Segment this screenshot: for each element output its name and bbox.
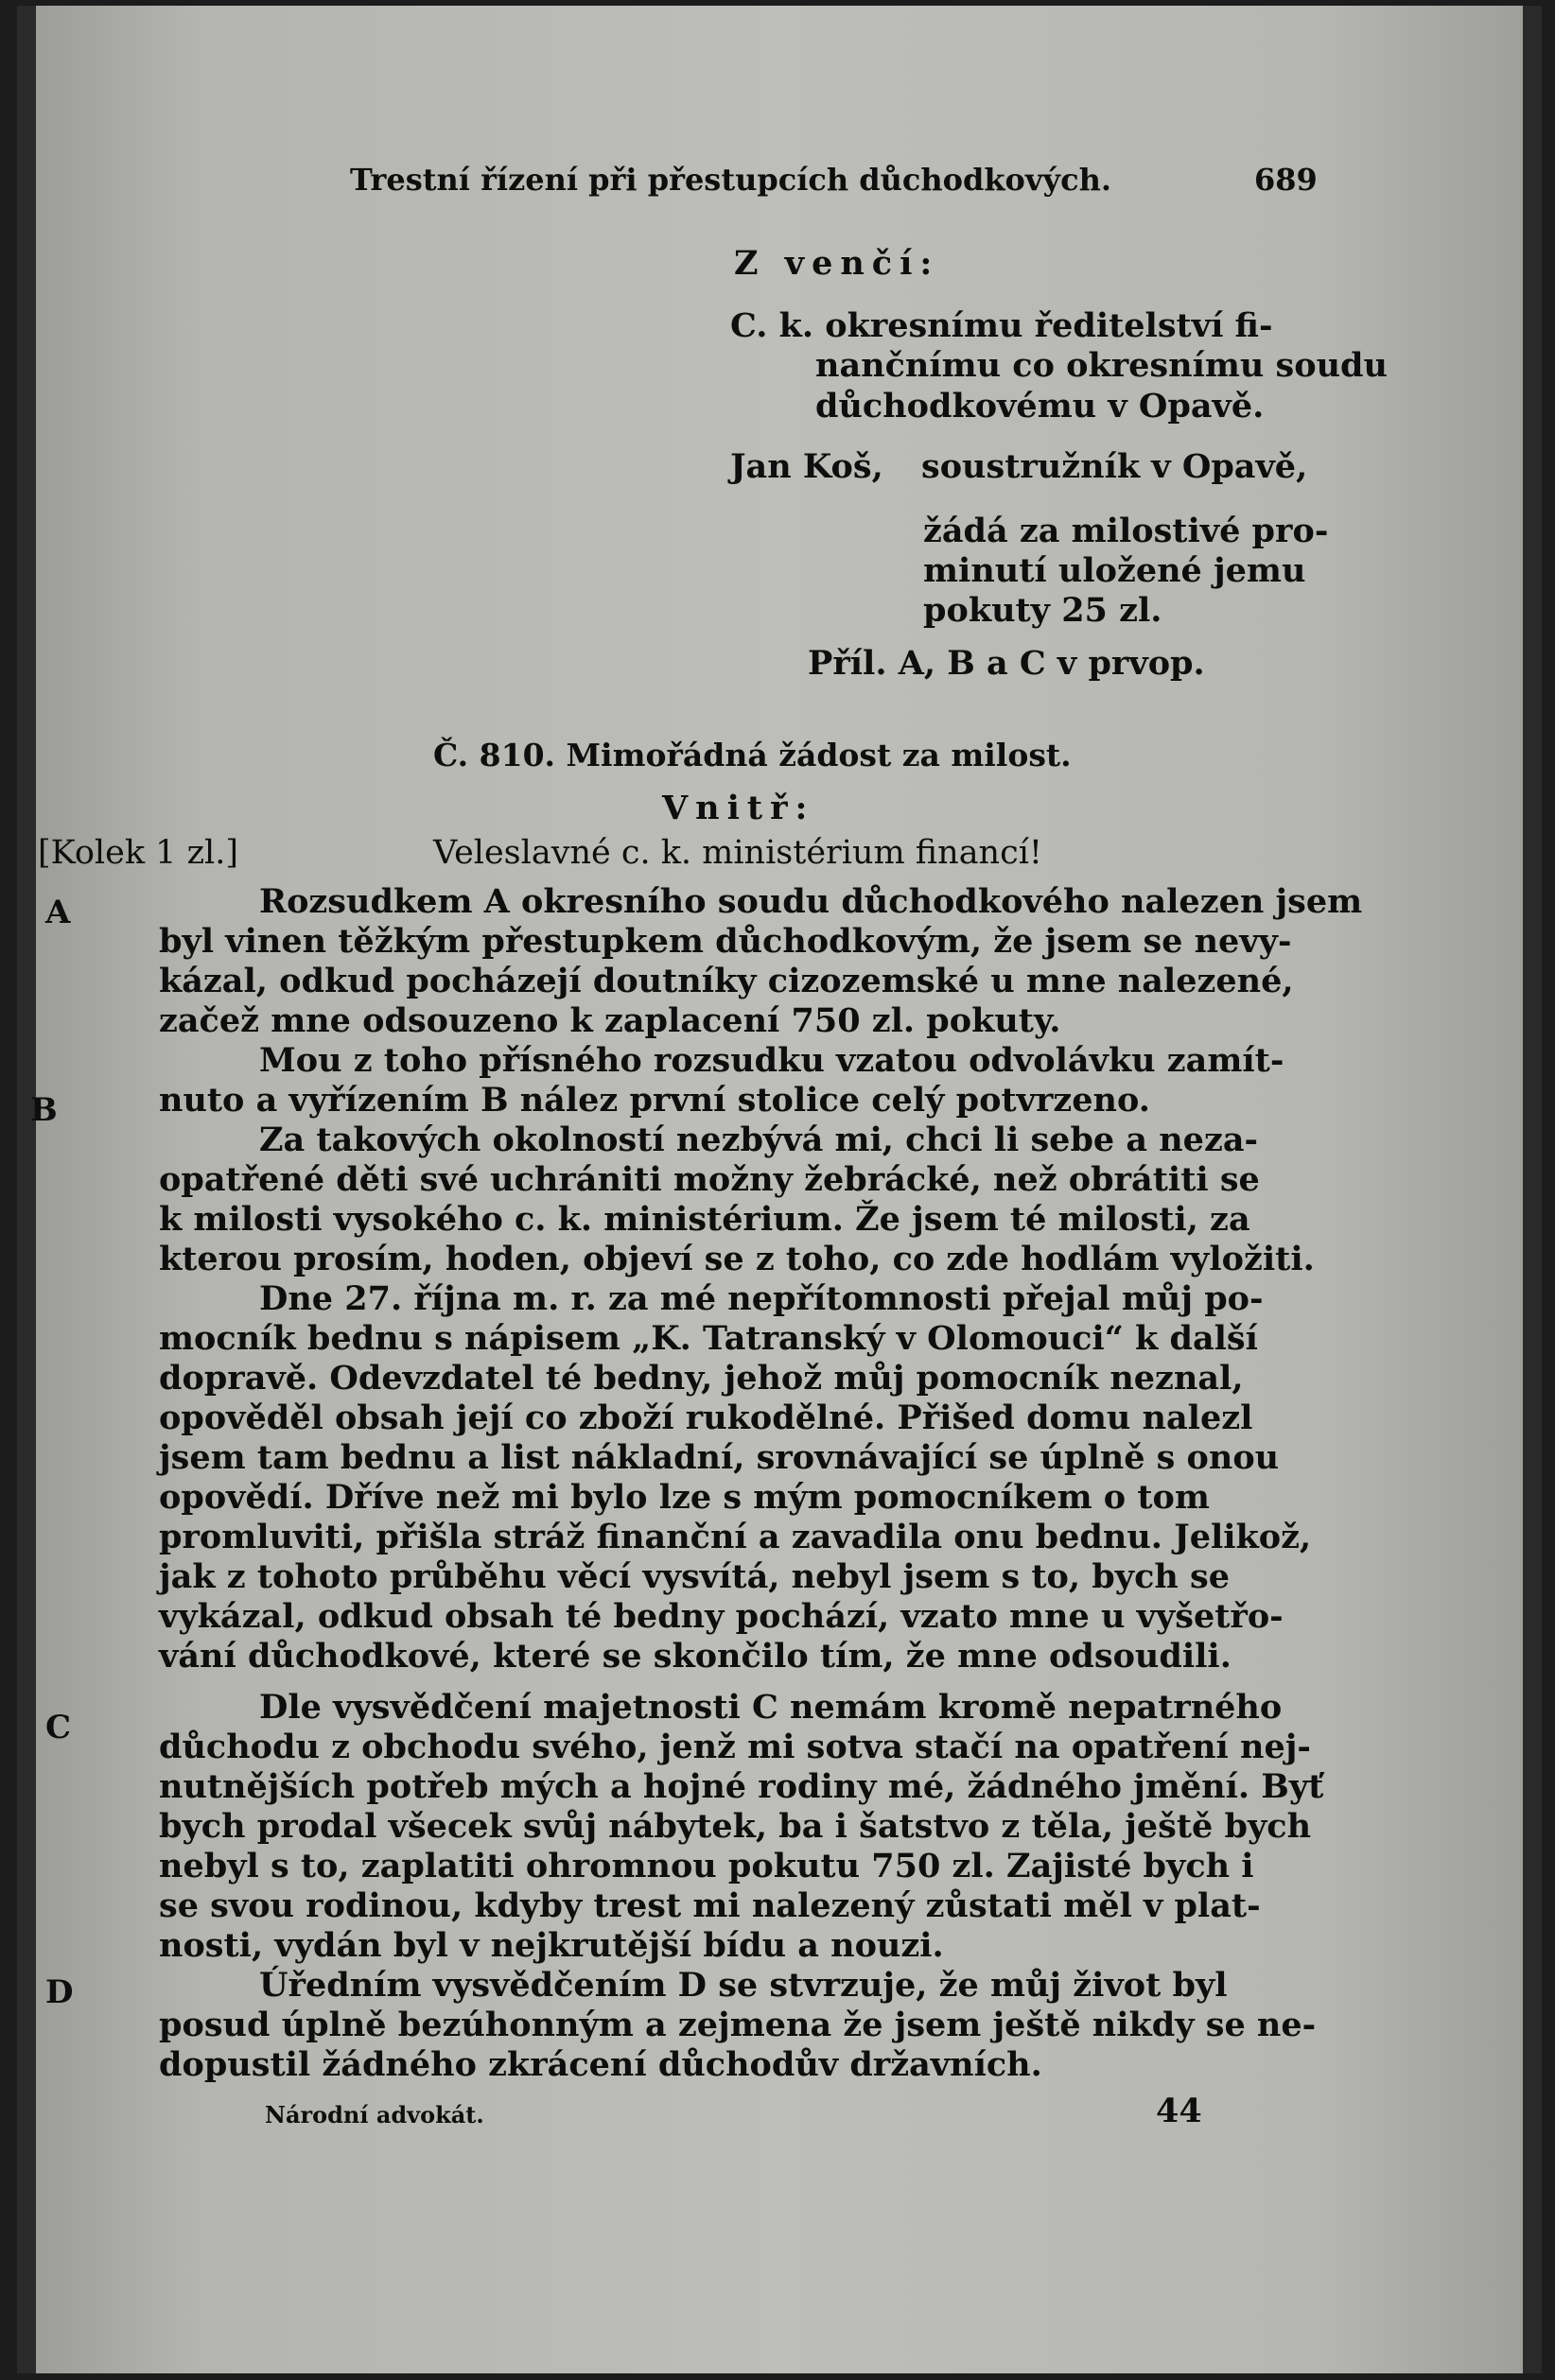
page-number: 689 bbox=[1254, 162, 1318, 198]
body-line: opověděl obsah její co zboží rukodělné. Přišed domu nalezl bbox=[159, 1398, 1253, 1437]
enclosures-note: Příl. A, B a C v prvop. bbox=[808, 644, 1205, 683]
body-line: nosti, vydán byl v nejkrutější bídu a nouzi. bbox=[159, 1926, 944, 1965]
body-line: dopustil žádného zkrácení důchodův državních. bbox=[159, 2045, 1042, 2084]
body-line: dopravě. Odevzdatel té bedny, jehož můj pomocník neznal, bbox=[159, 1359, 1244, 1398]
outside-heading: Z venčí: bbox=[734, 244, 940, 283]
body-line: kterou prosím, hoden, objeví se z toho, co zde hodlám vyložiti. bbox=[159, 1240, 1315, 1278]
body-line: bych prodal všecek svůj nábytek, ba i šatstvo z těla, ještě bych bbox=[159, 1807, 1312, 1846]
request-line: minutí uložené jemu bbox=[923, 551, 1306, 590]
body-line: nutnějších potřeb mých a hojné rodiny mé, žádného jmění. Byť bbox=[159, 1767, 1324, 1806]
body-line: Za takových okolností nezbývá mi, chci li sebe a neza- bbox=[259, 1121, 1259, 1159]
body-line: mocník bednu s nápisem „K. Tatranský v Olomouci“ k další bbox=[159, 1319, 1258, 1358]
salutation: Veleslavné c. k. ministérium financí! bbox=[433, 834, 1042, 872]
body-line: posud úplně bezúhonným a zejmena že jsem ještě nikdy se ne- bbox=[159, 2006, 1317, 2044]
right-page-edge bbox=[1523, 6, 1542, 2373]
body-line: začež mne odsouzeno k zaplacení 750 zl. pokuty. bbox=[159, 1001, 1061, 1040]
margin-letter-b: B bbox=[30, 1091, 58, 1129]
body-line: vání důchodkové, které se skončilo tím, že mne odsoudili. bbox=[159, 1637, 1232, 1676]
body-line: jak z tohoto průběhu věcí vysvítá, nebyl jsem s to, bych se bbox=[159, 1557, 1230, 1596]
body-line: důchodu z obchodu svého, jenž mi sotva stačí na opatření nej- bbox=[159, 1728, 1311, 1766]
body-line: opovědí. Dříve než mi bylo lze s mým pomocníkem o tom bbox=[159, 1478, 1210, 1517]
applicant-name: Jan Koš, bbox=[730, 447, 883, 486]
body-line: Mou z toho přísného rozsudku vzatou odvolávku zamít- bbox=[259, 1041, 1284, 1080]
body-line: byl vinen těžkým přestupkem důchodkovým, že jsem se nevy- bbox=[159, 922, 1292, 961]
body-line: k milosti vysokého c. k. ministérium. Že jsem té milosti, za bbox=[159, 1200, 1250, 1239]
body-line: vykázal, odkud obsah té bedny pochází, vzato mne u vyšetřo- bbox=[159, 1597, 1284, 1636]
applicant-role: soustružník v Opavě, bbox=[921, 447, 1308, 486]
section-title: Č. 810. Mimořádná žádost za milost. bbox=[433, 737, 1072, 773]
addressee-line: důchodkovému v Opavě. bbox=[815, 387, 1265, 426]
running-title: Trestní řízení při přestupcích důchodkových. bbox=[350, 162, 1111, 198]
margin-letter-a: A bbox=[45, 894, 71, 931]
body-line: nebyl s to, zaplatiti ohromnou pokutu 750 zl. Zajisté bych i bbox=[159, 1847, 1254, 1885]
body-line: promluviti, přišla stráž finanční a zavadila onu bednu. Jelikož, bbox=[159, 1518, 1312, 1556]
body-line: Dle vysvědčení majetnosti C nemám kromě nepatrného bbox=[259, 1688, 1283, 1727]
body-line: Úředním vysvědčením D se stvrzuje, že můj život byl bbox=[259, 1966, 1228, 2005]
body-line: jsem tam bednu a list nákladní, srovnávající se úplně s onou bbox=[159, 1438, 1280, 1477]
inside-heading: Vnitř: bbox=[662, 789, 815, 827]
margin-letter-c: C bbox=[45, 1709, 72, 1746]
addressee-line: nančnímu co okresnímu soudu bbox=[815, 346, 1388, 385]
signature-mark: Národní advokát. bbox=[265, 2101, 484, 2128]
request-line: žádá za milostivé pro- bbox=[923, 512, 1329, 550]
body-line: se svou rodinou, kdyby trest mi nalezený zůstati měl v plat- bbox=[159, 1886, 1261, 1925]
body-line: kázal, odkud pocházejí doutníky cizozemské u mne nalezené, bbox=[159, 962, 1294, 1000]
request-line: pokuty 25 zl. bbox=[923, 591, 1162, 630]
body-line: Rozsudkem A okresního soudu důchodkového nalezen jsem bbox=[259, 882, 1363, 921]
body-line: opatřené děti své uchrániti možny žebrácké, než obrátiti se bbox=[159, 1160, 1260, 1199]
stamp-note: [Kolek 1 zl.] bbox=[38, 834, 238, 872]
scanned-page bbox=[17, 6, 1542, 2373]
left-page-edge bbox=[17, 6, 36, 2373]
body-line: Dne 27. října m. r. za mé nepřítomnosti přejal můj po- bbox=[259, 1279, 1264, 1318]
sheet-number: 44 bbox=[1156, 2092, 1202, 2130]
addressee-line: C. k. okresnímu ředitelství fi- bbox=[730, 306, 1273, 345]
margin-letter-d: D bbox=[45, 1973, 74, 2011]
body-line: nuto a vyřízením B nález první stolice celý potvrzeno. bbox=[159, 1081, 1150, 1120]
